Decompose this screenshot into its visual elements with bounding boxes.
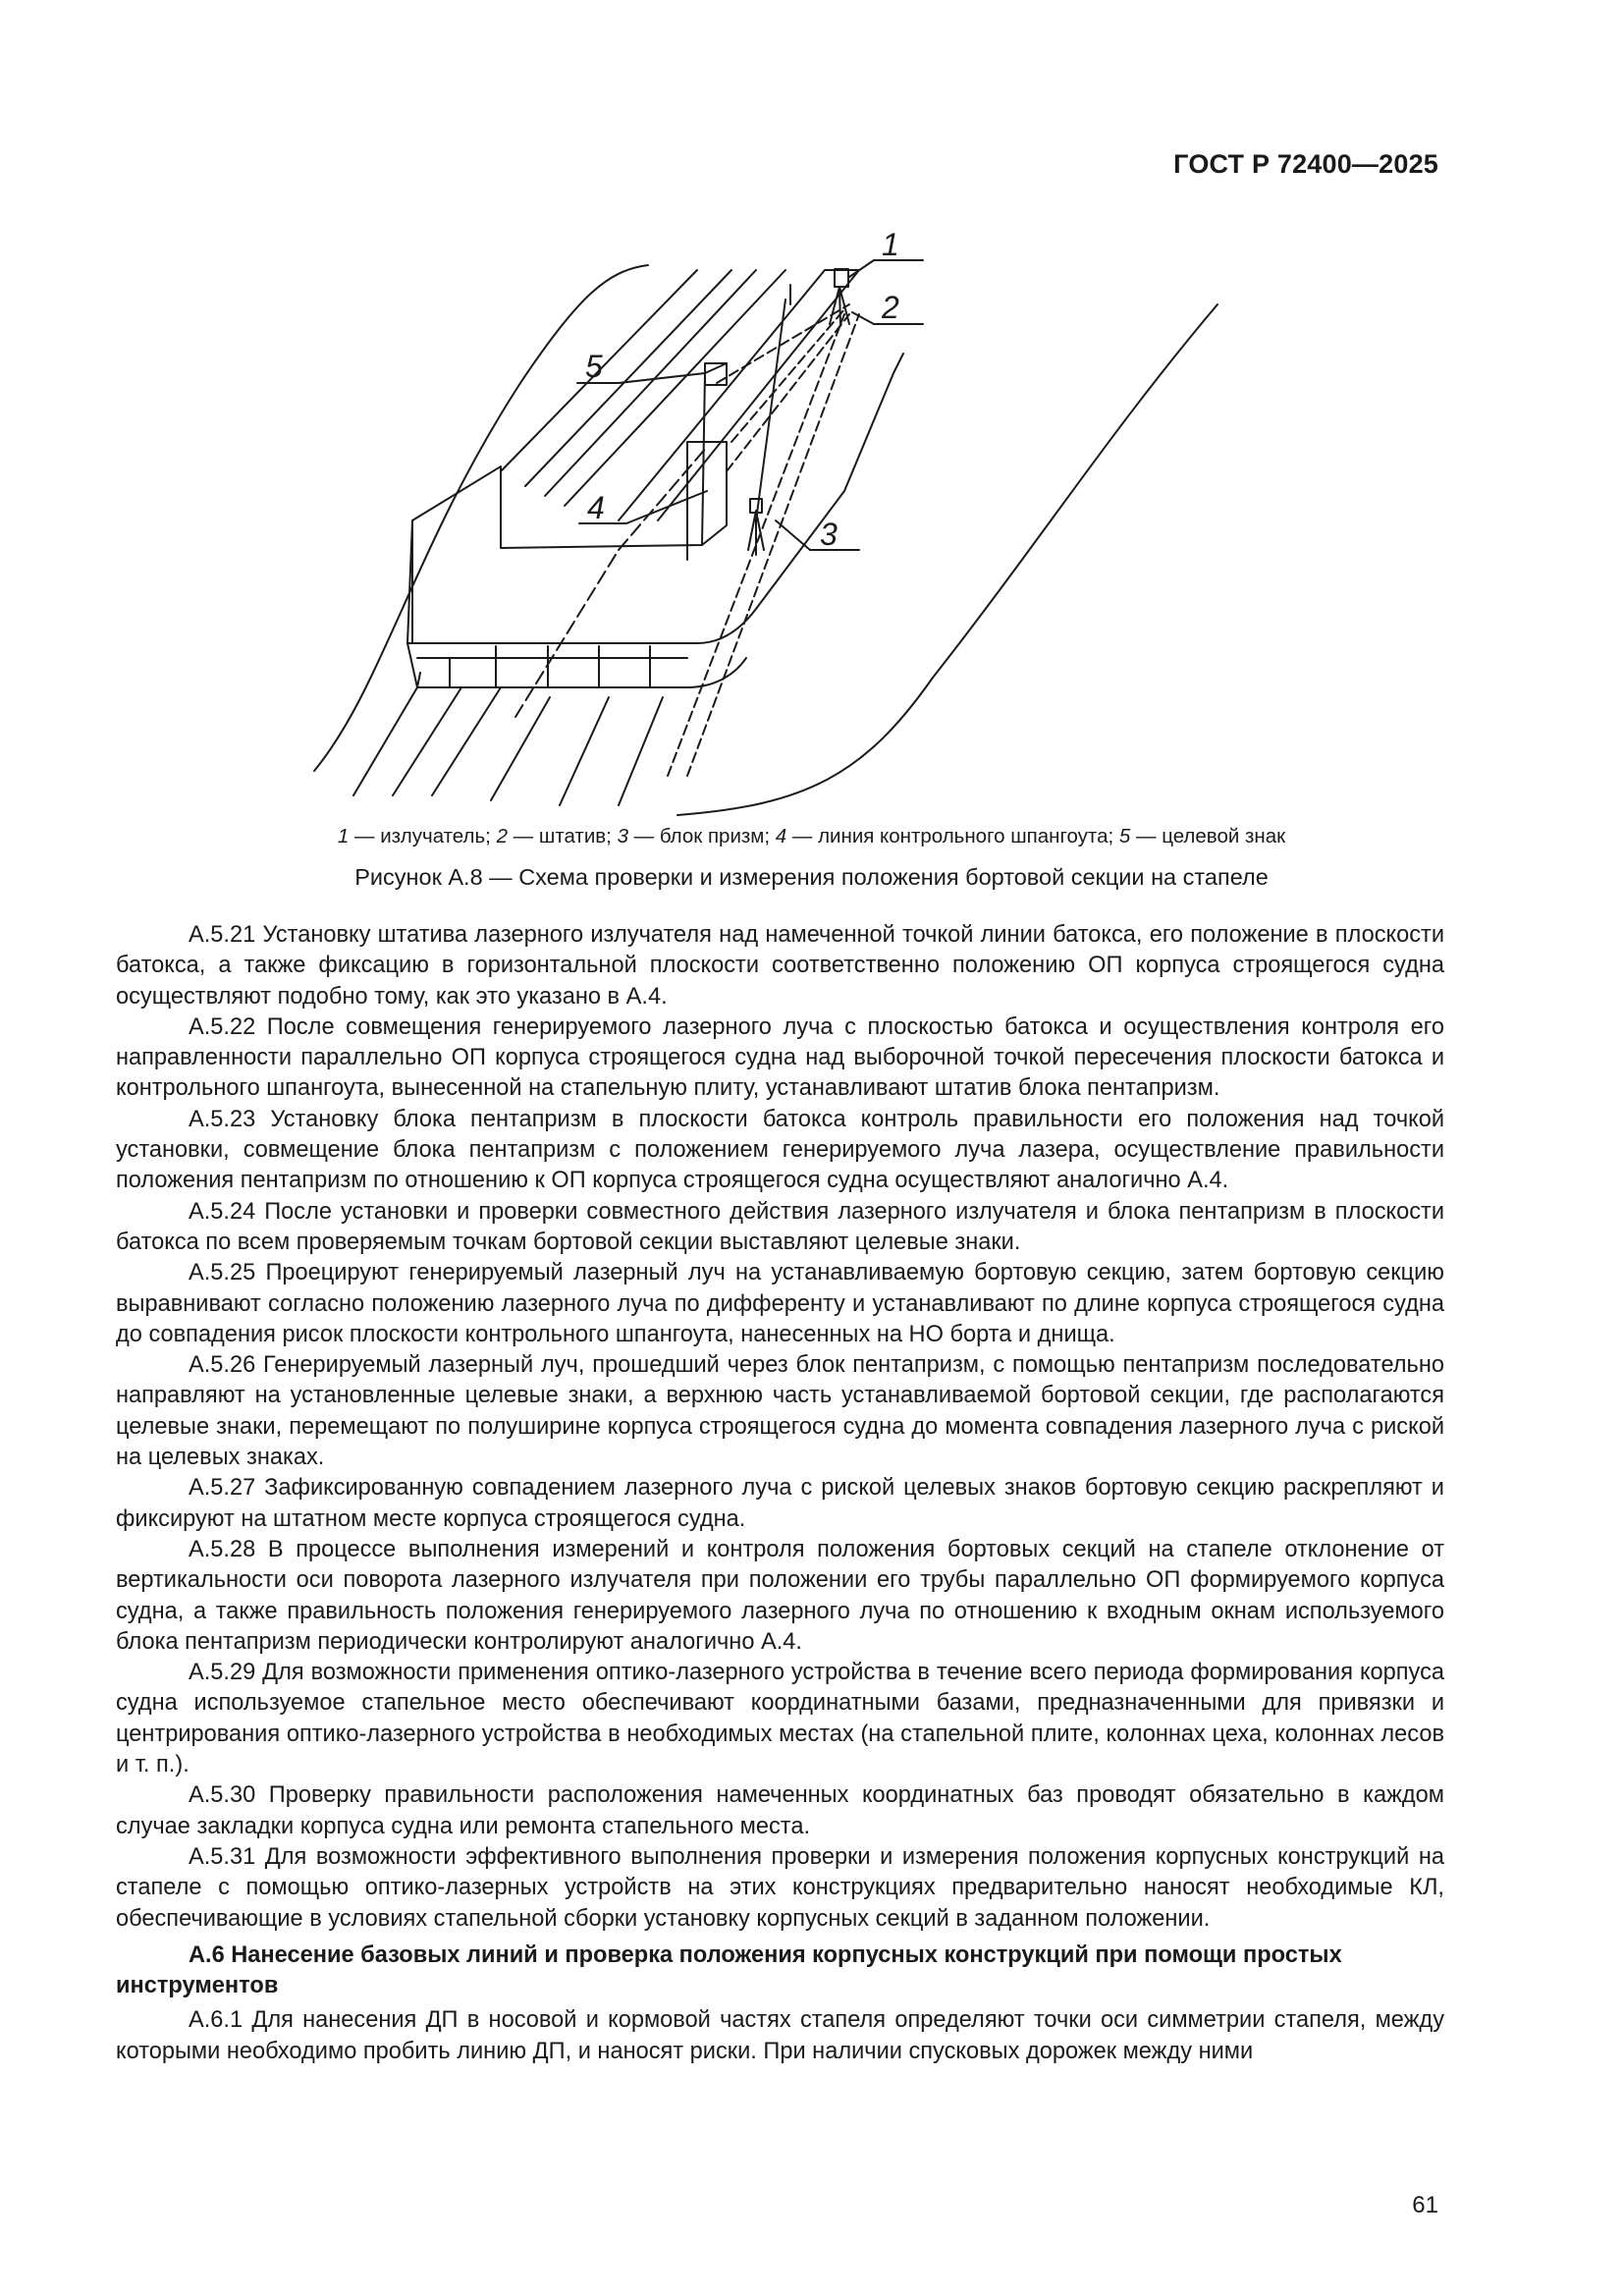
paragraph-a-5-31: А.5.31 Для возможности эффективного выполнения проверки и измерения положения корпусных конструкций на стапеле с помощью оптико-лазерных устройств на этих конструкциях предварительно наносят необходимые КЛ, обеспечивающие в условиях стапельной сборки установку корпусных секций в заданном положении. (116, 1843, 1444, 1932)
paragraph-a-5-25: А.5.25 Проецируют генерируемый лазерный луч на устанавливаемую бортовую секцию, затем бортовую секцию выравнивают согласно положению лазерного луча по дифференту и устанавливают по длине корпуса строящегося судна до совпадения рисок плоскости контрольного шпангоута, нанесенных на НО борта и днища. (116, 1260, 1444, 1347)
callout-5: 5 (585, 349, 603, 384)
paragraph-a-5-29: А.5.29 Для возможности применения оптико-лазерного устройства в течение всего периода формирования корпуса судна используемое стапельное место обеспечивают координатными базами, предназначенными для привязки и центрирования оптико-лазерного устройства в необходимых местах (на стапельной плите, колоннах цеха, колоннах лесов и т. п.). (116, 1660, 1444, 1778)
paragraph-a-5-24: А.5.24 После установки и проверки совместного действия лазерного излучателя и блока пентапризм в плоскости батокса по всем проверяемым точкам бортовой секции выставляют целевые знаки. (116, 1198, 1444, 1255)
laser-beam (717, 304, 849, 471)
paragraph-a-5-28: А.5.28 В процессе выполнения измерений и контроля положения бортовых секций на стапеле отклонение от вертикальности оси поворота лазерного излучателя при положении его трубы параллельно ОП формируемого корпуса судна, а также правильность положения генерируемого лазерного луча по отношению к входным окнам используемого блока пентапризм периодически контролируют аналогично А.4. (116, 1536, 1444, 1655)
target-sign (705, 363, 727, 385)
legend-num-2: 2 (496, 825, 508, 847)
legend-text-4: — линия контрольного шпангоута; (786, 825, 1119, 847)
paragraph-a-6-1: А.6.1 Для нанесения ДП в носовой и кормовой частях стапеля определяют точки оси симметрии стапеля, между которыми необходимо пробить линию ДП, и наносят риски. При наличии спусковых дорожек между ними (116, 2007, 1444, 2064)
paragraph-a-5-27: А.5.27 Зафиксированную совпадением лазерного луча с риской целевых знаков бортовую секцию раскрепляют и фиксируют на штатном месте корпуса строящегося судна. (116, 1475, 1444, 1532)
control-frame-line (515, 550, 619, 717)
legend-num-4: 4 (775, 825, 787, 847)
slipway-outline-right (677, 304, 1217, 815)
paragraph-a-5-26: А.5.26 Генерируемый лазерный луч, прошедший через блок пентапризм, с помощью пентапризм последовательно направляют на установленные целевые знаки, а верхнюю часть устанавливаемой бортовой секции, где располагаются целевые знаки, перемещают по полуширине корпуса строящегося судна до момента совпадения лазерного луча с риской на целевых знаках. (116, 1352, 1444, 1471)
paragraph-a-5-21: А.5.21 Установку штатива лазерного излучателя над намеченной точкой линии батокса, его положение в плоскости батокса, а также фиксацию в горизонтальной плоскости соответственно положению ОП корпуса строящегося судна осуществляют подобно тому, как это указано в А.4. (116, 922, 1444, 1010)
slipway-diagram (295, 226, 1257, 854)
legend-text-2: — штатив; (507, 825, 618, 847)
section-box (407, 643, 746, 687)
legend-text-1: — излучатель; (349, 825, 497, 847)
figure-caption: Рисунок А.8 — Схема проверки и измерения положения бортовой секции на стапеле (354, 864, 1269, 890)
legend-text-3: — блок призм; (627, 825, 776, 847)
callout-4: 4 (587, 490, 605, 525)
laser-emitter (835, 269, 848, 287)
paragraph-a-5-22: А.5.22 После совмещения генерируемого лазерного луча с плоскостью батокса и осуществления контроля его направленности параллельно ОП корпуса строящегося судна над выборочной точкой пересечения плоскости батокса и контрольного шпангоута, вынесенной на стапельную плиту, устанавливают штатив блока пентапризм. (116, 1013, 1444, 1102)
legend-num-5: 5 (1118, 825, 1131, 847)
body-text (116, 920, 1444, 2067)
page-number: 61 (1412, 2192, 1438, 2218)
figure-legend (0, 825, 1623, 848)
paragraph-a-5-23: А.5.23 Установку блока пентапризм в плоскости батокса контроль правильности его положения над точкой установки, совмещение блока пентапризм с положением генерируемого луча лазера, осуществление правильности положения пентапризм по отношению к ОП корпуса строящегося судна осуществляют аналогично А.4. (116, 1106, 1444, 1194)
callout-1: 1 (882, 227, 899, 262)
legend-num-1: 1 (337, 825, 350, 847)
document-header: ГОСТ Р 72400—2025 (1173, 149, 1438, 179)
legend-text-5: — целевой знак (1130, 825, 1286, 847)
callout-3: 3 (820, 517, 838, 552)
section-heading-a-6: А.6 Нанесение базовых линий и проверка положения корпусных конструкций при помощи простых инструментов (116, 1941, 1342, 1999)
callout-2: 2 (882, 290, 899, 325)
paragraph-a-5-30: А.5.30 Проверку правильности расположения намеченных координатных баз проводят обязательно в каждом случае закладки корпуса судна или ремонта стапельного места. (116, 1782, 1444, 1839)
legend-num-3: 3 (617, 825, 628, 847)
